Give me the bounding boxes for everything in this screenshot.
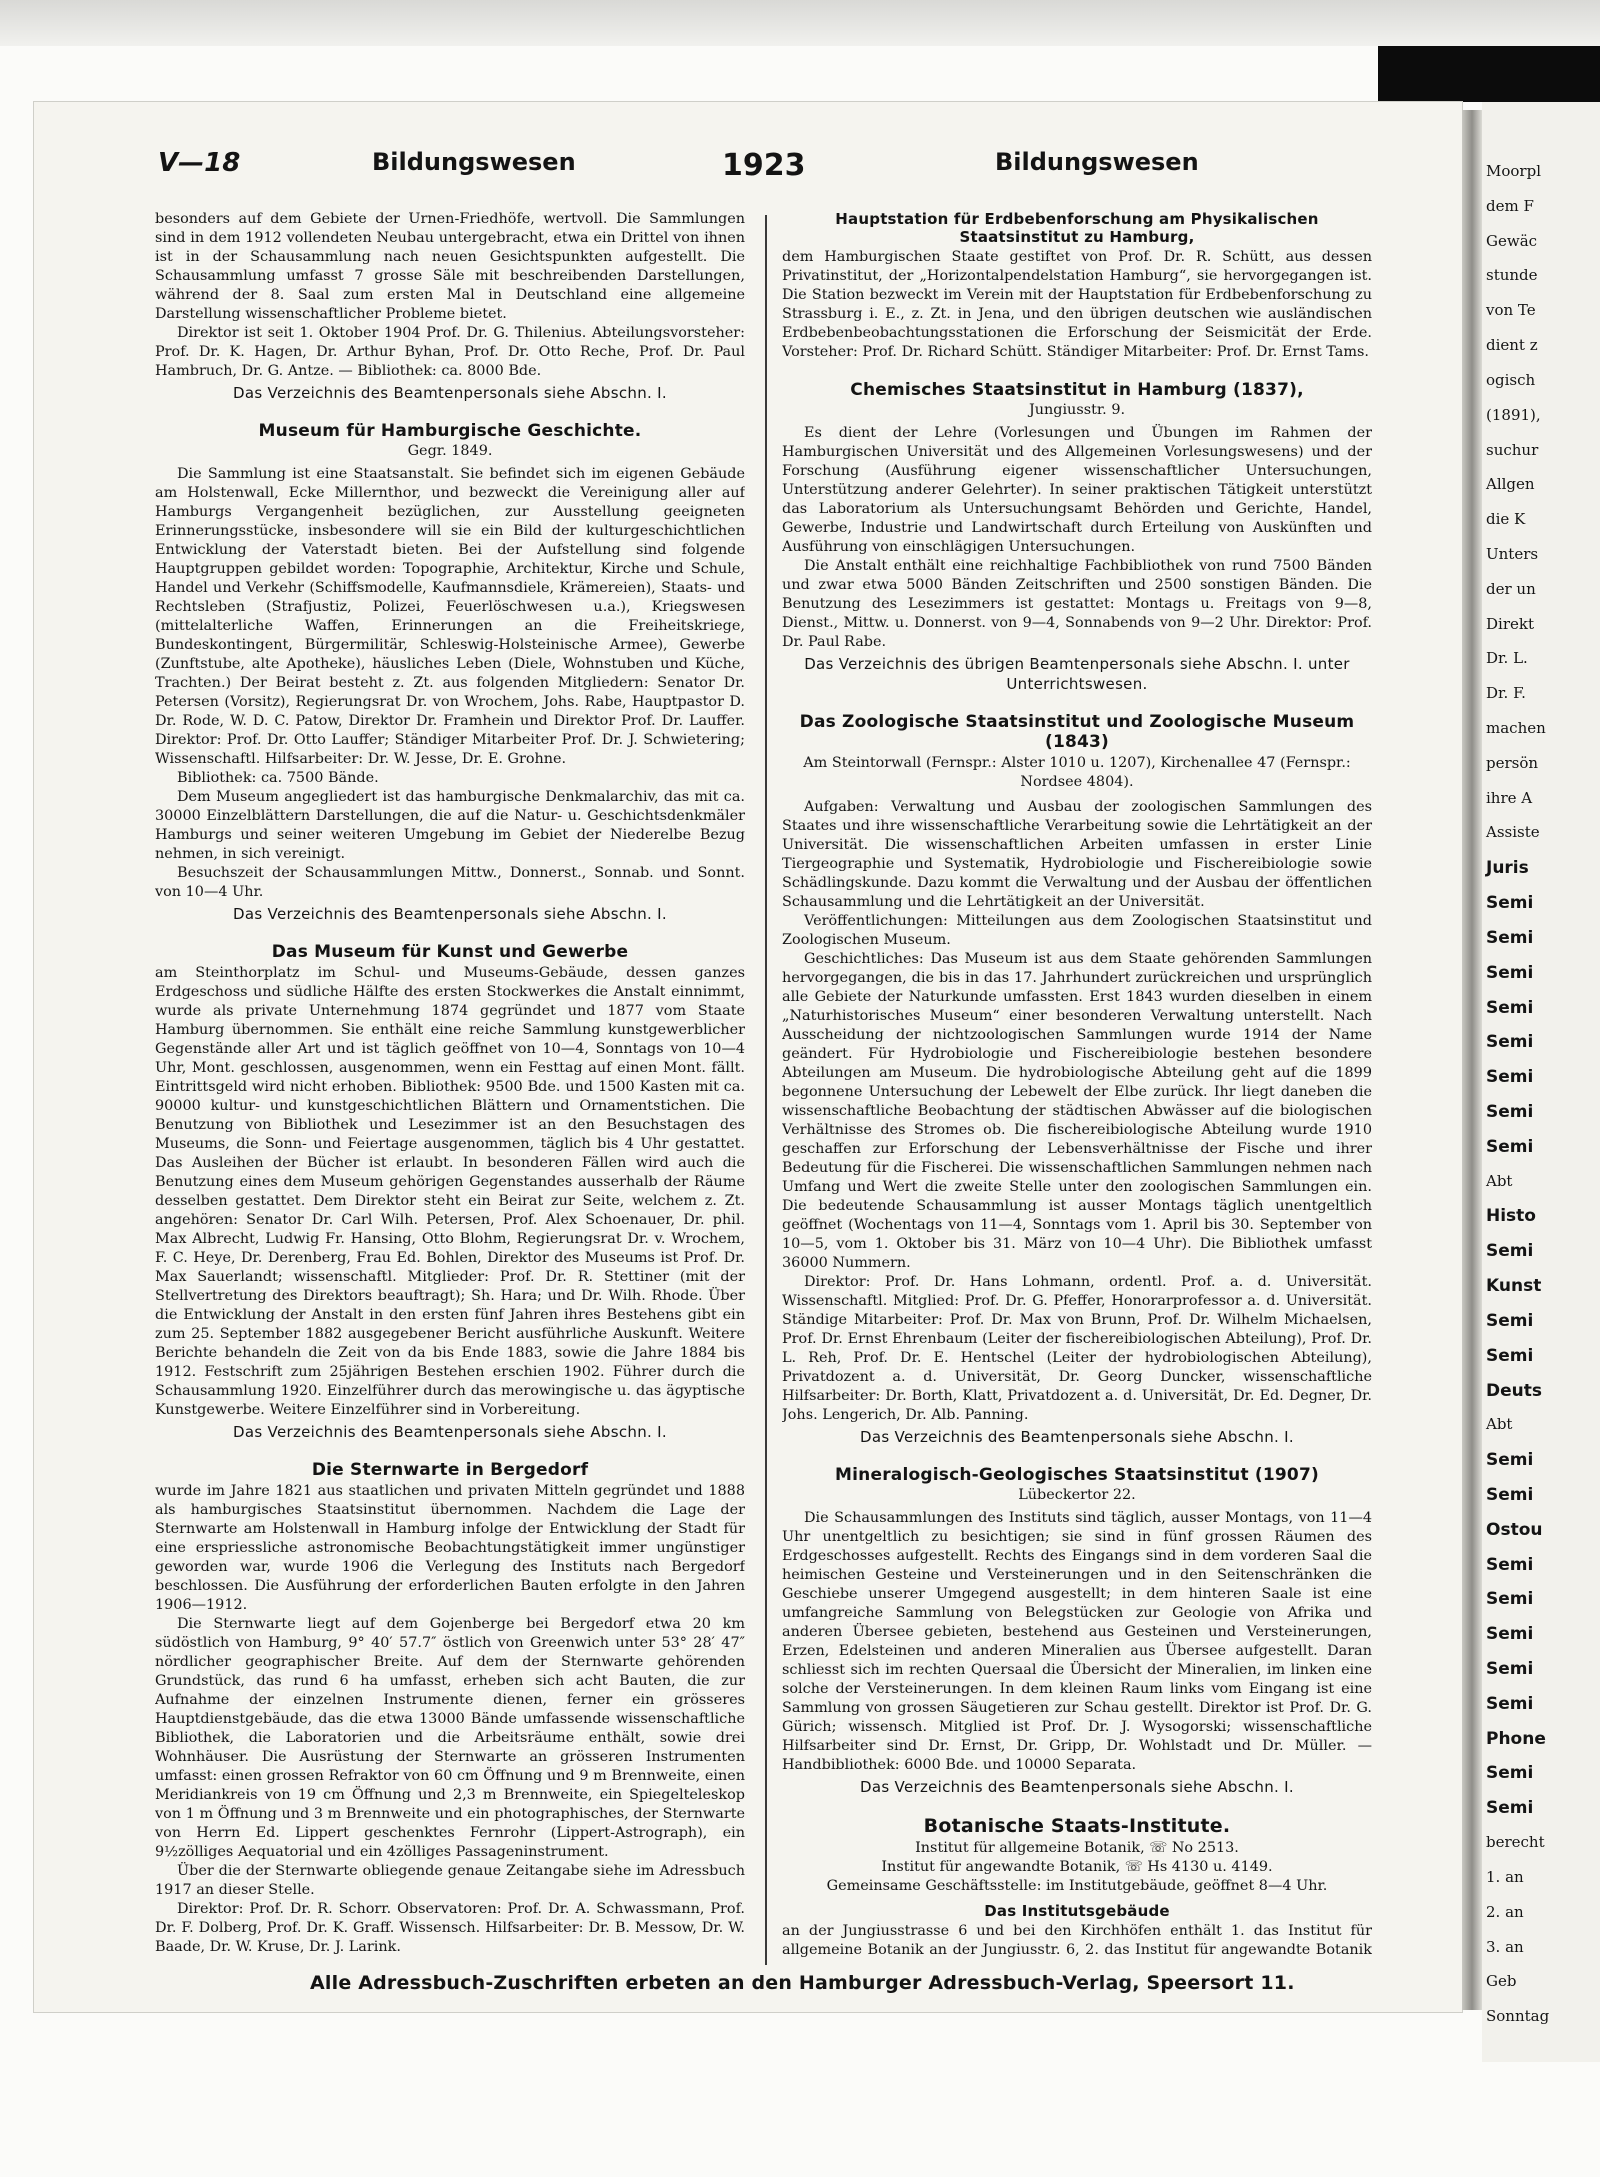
museum-kunst-ref: Das Verzeichnis des Beamtenpersonals siehe Abschn. I.	[233, 1423, 667, 1441]
erdbeben-title: Hauptstation für Erdbebenforschung am Physikalischen Staatsinstitut zu Hamburg,	[835, 210, 1319, 246]
botanik-title: Botanische Staats-Institute.	[923, 1815, 1231, 1837]
chemie-address: Jungiusstr. 9.	[1028, 402, 1126, 418]
botanik-line1: Institut für allgemeine Botanik, ☏ No 2513.	[915, 1840, 1239, 1856]
museum-geschichte-title: Museum für Hamburgische Geschichte.	[258, 421, 642, 441]
next-page-line: 3. an	[1486, 1937, 1524, 1956]
next-page-line: machen	[1486, 719, 1546, 738]
next-page-line: Gewäc	[1486, 231, 1538, 250]
sternwarte-title: Die Sternwarte in Bergedorf	[311, 1460, 589, 1480]
sternwarte-text1: wurde im Jahre 1821 aus staatlichen und privaten Mitteln gegründet und 1888 als hamburgisches Staatsinstitut übernommen. Nachdem die Lage der Sternwarte am Holstenwall in Hamburg infolge der Entwicklung der Stadt für eine erspriessliche astronomische Beobachtungstätigkeit immer ungünstiger geworden war, wurde 1906 die Verlegung des Instituts nach Bergedorf beschlossen. Die Ausführung der erforderlichen Bauten erfolgte in den Jahren 1906—1912.	[155, 1483, 745, 1613]
sternwarte-director: Direktor: Prof. Dr. R. Schorr. Observatoren: Prof. Dr. A. Schwassmann, Prof. Dr. F. Dolberg, Prof. Dr. K. Graff. Wissensch. Hilfsarbeiter: Dr. B. Messow, Dr. W. Baade, Dr. W. Kruse, Dr. J. Larink.	[155, 1901, 745, 1955]
left-column	[155, 210, 745, 1960]
next-page-line: (1891),	[1486, 405, 1541, 424]
botanik-gebaeude-text: an der Jungiusstrasse 6 und bei den Kirchhöfen enthält 1. das Institut für allgemeine Botanik an der Jungiusstr. 6, 2. das Institut für angewandte Botanik	[782, 1923, 1372, 1958]
zoologie-staff: Direktor: Prof. Dr. Hans Lohmann, ordentl. Prof. a. d. Universität. Wissenschaftl. Mitglied: Prof. Dr. G. Pfeffer, Honorarprofessor a. d. Universität. Ständige Mitarbeiter: Prof. Dr. Max von Brunn, Prof. Dr. Wilhelm Michaelsen, Prof. Dr. Ernst Ehrenbaum (Leiter der fischereibiologischen Abteilung), Prof. Dr. L. Reh, Prof. Dr. E. Hentschel (Leiter der hydrobiologischen Abteilung), Privatdozent a. d. Universität, Dr. Georg Duncker, wissenschaftliche Hilfsarbeiter: Dr. Borth, Klatt, Privatdozent a. d. Universität, Dr. Ed. Degner, Dr. Johs. Lengerich, Dr. Alb. Panning.	[782, 1274, 1372, 1423]
next-page-line: Abt	[1486, 1415, 1513, 1434]
next-page-line: Dr. F.	[1486, 684, 1526, 703]
next-page-line: Assiste	[1486, 823, 1540, 842]
next-page-line: Semi	[1486, 962, 1534, 983]
next-page-line: Semi	[1486, 1763, 1534, 1784]
next-page-line: Semi	[1486, 893, 1534, 914]
museum-geschichte-founded: Gegr. 1849.	[407, 443, 493, 459]
sternwarte-text2: Die Sternwarte liegt auf dem Gojenberge bei Bergedorf etwa 20 km südöstlich von Hamburg, 9° 40′ 57.7″ östlich von Greenwich unter 53° 28′ 47″ nördlicher geographischer Breite. Auf dem der Sternwarte gehörenden Grundstück, das rund 6 ha umfasst, erheben sich acht Bauten, die zur Aufnahme der einzelnen Instrumente dienen, ferner ein grösseres Hauptdienstgebäude, das die etwa 13000 Bände umfassende wissenschaftliche Bibliothek, die Laboratorien und die Arbeitsräume enthält, sowie drei Wohnhäuser. Die Ausrüstung der Sternwarte an grösseren Instrumenten umfasst: einen grossen Refraktor von 60 cm Öffnung und 9 m Brennweite, einen Meridiankreis von 19 cm Öffnung und 2,3 m Brennweite, ein Spiegelteleskop von 1 m Öffnung und 3 m Brennweite und ein photographisches, der Sternwarte von Herrn Ed. Lippert geschenktes Fernrohr (Lippert-Astrograph), ein 9½zölliges Aequatorial und ein 4zölliges Passageninstrument.	[155, 1616, 745, 1860]
mineralogie-address: Lübeckertor 22.	[1018, 1487, 1136, 1503]
intro-text: besonders auf dem Gebiete der Urnen-Friedhöfe, wertvoll. Die Sammlungen sind in dem 1912 vollendeten Neubau untergebracht, etwa ein Drittel von ihnen ist in der Schausammlung nach neuen Gesichtspunkten aufgestellt. Die Schausammlung umfasst 7 grosse Säle mit beschreibenden Darstellungen, während der 8. Saal zum ersten Mal in Deutschland eine allgemeine Darstellung wissenschaftlicher Probleme bietet.	[155, 211, 745, 322]
next-page-line: Direkt	[1486, 614, 1534, 633]
right-column	[782, 210, 1372, 1960]
next-page-line: ogisch	[1486, 370, 1536, 389]
botanik-line3: Gemeinsame Geschäftsstelle: im Institutgebäude, geöffnet 8—4 Uhr.	[826, 1878, 1328, 1894]
zoologie-ref: Das Verzeichnis des Beamtenpersonals siehe Abschn. I.	[860, 1428, 1294, 1446]
erdbeben-text: dem Hamburgischen Staate gestiftet von Prof. Dr. R. Schütt, aus dessen Privatinstitut, der „Horizontalpendelstation Hamburg“, sie hervorgegangen ist. Die Station bezweckt im Verein mit der Hauptstation für Erdbebenforschung zu Strassburg i. E., z. Zt. in Jena, und den übrigen deutschen wie ausländischen Erdbebenbeobachtungsstationen die Erforschung der Seismicität der Erde. Vorsteher: Prof. Dr. Richard Schütt. Ständiger Mitarbeiter: Prof. Dr. Ernst Tams.	[782, 249, 1372, 360]
next-page-line: Semi	[1486, 1067, 1534, 1088]
scan-dark-corner	[1378, 46, 1600, 102]
zoologie-geschichte: Geschichtliches: Das Museum ist aus dem Staate gehörenden Sammlungen hervorgegangen, die bis in das 17. Jahrhundert zurückreichen und ursprünglich alle Gebiete der Naturkunde umfassten. Erst 1843 wurden dieselben in einem „Naturhistorisches Museum“ einer besonderen Verwaltung unterstellt. Nach Ausscheidung der nichtzoologischen Sammlungen wurde 1914 der Name geändert. Für Hydrobiologie und Fischereibiologie bestehen besondere Abteilungen am Museum. Die hydrobiologische Abteilung geht auf die 1899 begonnene Untersuchung der Lebewelt der Elbe zurück. Ihr liegt daneben die wissenschaftliche Beobachtung der städtischen Abwässer auf die biologischen Verhältnisse des Stromes ob. Die fischereibiologische Abteilung wurde 1910 geschaffen zur Erforschung der Lebensverhältnisse der Fische und ihrer Bedeutung für die Fischerei. Die wissenschaftlichen Sammlungen nehmen nach Umfang und Wert die zweite Stelle unter den zoologischen Sammlungen ein. Die bedeutende Schausammlung ist ausser Montags täglich unentgeltlich geöffnet (Wochentags von 11—4, Sonntags vom 1. April bis 30. September von 10—5, vom 1. Oktober bis 31. März von 10—4 Uhr). Die Bibliothek umfasst 36000 Nummern.	[782, 951, 1372, 1271]
museum-geschichte-ref: Das Verzeichnis des Beamtenpersonals siehe Abschn. I.	[233, 905, 667, 923]
next-page-line: Ostou	[1486, 1519, 1543, 1540]
page-year: 1923	[722, 148, 806, 183]
chemie-text: Es dient der Lehre (Vorlesungen und Übungen im Rahmen der Hamburgischen Universität und des Allgemeinen Vorlesungswesens) und der Forschung (Ausführung eigener wissenschaftlicher Untersuchungen, Unterstützung anderer Gelehrter). In seiner praktischen Tätigkeit unterstützt das Laboratorium als Untersuchungsamt Behörden und Gerichte, Handel, Gewerbe, Industrie und Landwirtschaft durch Erteilung von Auskünften und Ausführung von einschlägigen Untersuchungen.	[782, 425, 1372, 555]
next-page-line: die K	[1486, 510, 1526, 529]
next-page-line: Semi	[1486, 1554, 1534, 1575]
mineralogie-ref: Das Verzeichnis des Beamtenpersonals siehe Abschn. I.	[860, 1778, 1294, 1796]
next-page-line: Sonntag	[1486, 2007, 1550, 2026]
chemie-ref: Das Verzeichnis des übrigen Beamtenpersonals siehe Abschn. I. unter Unterrichtswesen.	[804, 655, 1350, 693]
next-page-line: Unters	[1486, 544, 1539, 563]
zoologie-address: Am Steintorwall (Fernspr.: Alster 1010 u. 1207), Kirchenallee 47 (Fernspr.: Nordsee 4804).	[803, 755, 1351, 790]
next-page-line: Phone	[1486, 1728, 1546, 1749]
next-page-line: Semi	[1486, 1032, 1534, 1053]
next-page-line: stunde	[1486, 266, 1538, 285]
next-page-line: Semi	[1486, 1310, 1534, 1331]
intro-director: Direktor ist seit 1. Oktober 1904 Prof. Dr. G. Thilenius. Abteilungsvorsteher: Prof. Dr. K. Hagen, Dr. Arthur Byhan, Prof. Dr. Otto Reche, Prof. Dr. Paul Hambruch, Dr. G. Antze. — Bibliothek: ca. 8000 Bde.	[155, 325, 745, 379]
chemie-title: Chemisches Staatsinstitut in Hamburg (1837),	[850, 380, 1304, 400]
zoologie-veroeffentlichungen: Veröffentlichungen: Mitteilungen aus dem Zoologischen Staatsinstitut und Zoologischen Museum.	[782, 913, 1372, 948]
next-page-line: 1. an	[1486, 1867, 1524, 1886]
page-footer: Alle Adressbuch-Zuschriften erbeten an den Hamburger Adressbuch-Verlag, Speersort 11.	[310, 1972, 1295, 1994]
next-page-line: Abt	[1486, 1171, 1513, 1190]
page-number: V—18	[158, 148, 241, 178]
running-title-left: Bildungswesen	[372, 148, 576, 176]
sternwarte-ref	[155, 1959, 745, 1960]
next-page-line: Moorpl	[1486, 162, 1541, 180]
next-page-line: Semi	[1486, 1659, 1534, 1680]
next-page-line: Semi	[1486, 1589, 1534, 1610]
next-page-line: Allgen	[1486, 475, 1535, 494]
next-page-line: ihre A	[1486, 788, 1533, 807]
next-page-line: Semi	[1486, 1136, 1534, 1157]
next-page-line: Semi	[1486, 1102, 1534, 1122]
museum-geschichte-library: Bibliothek: ca. 7500 Bände.	[177, 770, 379, 786]
next-page-line: Semi	[1486, 1484, 1534, 1505]
zoologie-title: Das Zoologische Staatsinstitut und Zoologische Museum (1843)	[799, 712, 1355, 752]
sternwarte-text3: Über die der Sternwarte obliegende genaue Zeitangabe siehe im Adressbuch 1917 an dieser Stelle.	[155, 1863, 745, 1898]
botanik-line2: Institut für angewandte Botanik, ☏ Hs 4130 u. 4149.	[881, 1859, 1273, 1875]
next-page-line: 2. an	[1486, 1902, 1524, 1921]
next-page-line: Kunst	[1486, 1276, 1542, 1297]
page-gutter	[1462, 110, 1482, 2010]
next-page-line: Semi	[1486, 997, 1534, 1018]
museum-kunst-title: Das Museum für Kunst und Gewerbe	[271, 942, 629, 962]
next-page-fragment	[1482, 102, 1600, 2062]
next-page-line: Semi	[1486, 1798, 1534, 1819]
next-page-line: der un	[1486, 579, 1536, 598]
mineralogie-title: Mineralogisch-Geologisches Staatsinstitut (1907)	[835, 1465, 1319, 1485]
next-page-line: Semi	[1486, 1693, 1534, 1714]
next-page-line: Semi	[1486, 1345, 1534, 1366]
next-page-line: Histo	[1486, 1206, 1536, 1227]
next-page-line: Dr. L.	[1486, 649, 1528, 668]
next-page-line: persön	[1486, 753, 1539, 772]
next-page-line: suchur	[1486, 440, 1539, 459]
next-page-line: Deuts	[1486, 1380, 1542, 1401]
museum-geschichte-text: Die Sammlung ist eine Staatsanstalt. Sie befindet sich im eigenen Gebäude am Holstenwall, Ecke Millernthor, und bezweckt die Vereinigung aller auf Hamburgs Vergangenheit bezüglichen, zur Ausstellung geeigneten Erinnerungsstücke, insbesondere will sie ein Bild der kulturgeschichtlichen Entwicklung der Vaterstadt bieten. Bei der Aufstellung sind folgende Hauptgruppen gebildet worden: Topographie, Architektur, Kirche und Schule, Handel und Verkehr (Schiffsmodelle, Kaufmannsdiele, Krämereien), Staats- und Rechtsleben (Strafjustiz, Polizei, Feuerlöschwesen u.a.), Kriegswesen (mittelalterliche Waffen, Erinnerungen an die Freiheitskriege, Bundeskontingent, Bürgermilitär, Schleswig-Holsteinische Armee), Gewerbe (Zunftstube, alte Apotheke), häusliches Leben (Diele, Wohnstuben und Küche, Trachten.) Der Beirat besteht z. Zt. aus folgenden Mitgliedern: Senator Dr. Petersen (Vorsitz), Regierungsrat Dr. von Wrochem, Johs. Rabe, Hauptpastor D. Dr. Rode, W. D. C. Patow, Direktor Dr. Framhein und Direktor Prof. Dr. Lauffer. Direktor: Prof. Dr. Otto Lauffer; Ständiger Mitarbeiter Prof. Dr. J. Schwietering; Wissenschaftl. Hilfsarbeiter: Dr. W. Jesse, Dr. E. Grohne.	[155, 466, 745, 767]
scan-top-edge	[0, 0, 1600, 46]
next-page-line: dem F	[1486, 196, 1534, 215]
intro-ref: Das Verzeichnis des Beamtenpersonals siehe Abschn. I.	[233, 384, 667, 402]
museum-geschichte-hours: Besuchszeit der Schausammlungen Mittw., Donnerst., Sonnab. und Sonnt. von 10—4 Uhr.	[155, 865, 745, 900]
column-divider	[765, 215, 767, 1965]
museum-kunst-text: am Steinthorplatz im Schul- und Museums-Gebäude, dessen ganzes Erdgeschoss und südliche Hälfte des ersten Stockwerkes die Anstalt einnimmt, wurde als private Unternehmung 1874 gegründet und 1877 vom Staate Hamburg übernommen. Sie enthält eine reiche Sammlung kunstgewerblicher Gegenstände aller Art und ist täglich geöffnet von 10—4, Sonntags von 10—4 Uhr, Mont. geschlossen, ausgenommen, wenn ein Festtag auf einen Mont. fällt. Eintrittsgeld wird nicht erhoben. Bibliothek: 9500 Bde. und 1500 Kasten mit ca. 90000 kultur- und kunstgeschichtlichen Blättern und Ornamentstichen. Die Benutzung von Bibliothek und Lesezimmer ist an den Besuchstagen des Museums, die Sonn- und Feiertage ausgenommen, täglich bis 4 Uhr gestattet. Das Ausleihen der Bücher ist erlaubt. In besonderen Fällen wird auch die Benutzung eines dem Museum gehörigen Gegenstandes ausserhalb der Räume desselben gestattet. Dem Direktor steht ein Beirat zur Seite, welchem z. Zt. angehören: Senator Dr. Carl Wilh. Petersen, Prof. Alex Schoenauer, Dr. phil. Max Albrecht, Ludwig Fr. Hansing, Otto Blohm, Regierungsrat Dr. v. Wrochem, F. C. Heye, Dr. Derenberg, Frau Ed. Bohlen, Direktor des Museums ist Prof. Dr. Max Sauerlandt; wissenschaftl. Mitglieder: Prof. Dr. R. Stettiner (mit der Stellvertretung des Direktors beauftragt); Sh. Hara; und Dr. Wilh. Rhode. Über die Entwicklung der Anstalt in den ersten fünf Jahren ihres Bestehens gibt ein zum 25. September 1882 ausgegebener Bericht ausführliche Auskunft. Weitere Berichte behandeln die Zeit von da bis Ende 1883, sowie die Jahre 1884 bis 1912. Festschrift zum 25jährigen Bestehen erschien 1902. Führer durch die Schausammlung 1920. Einzelführer durch das merowingische u. das ägyptische Kunstgewerbe. Weitere Einzelführer sind in Vorbereitung.	[155, 965, 745, 1418]
mineralogie-text: Die Schausammlungen des Instituts sind täglich, ausser Montags, von 11—4 Uhr unentgeltlich zu besichtigen; sie sind in fünf grossen Räumen des Erdgeschosses aufgestellt. Rechts des Eingangs sind in dem vorderen Saal die heimischen Gesteine und Versteinerungen und in den Seitenschränken die Geschiebe unserer Umgegend ausgestellt; in dem hinteren Saale ist eine umfangreiche Sammlung von Belegstücken zur Geologie von Afrika und anderen Übersee gebieten, bestehend aus Gesteinen und Versteinerungen, Erzen, Edelsteinen und anderen Mineralien aus Übersee aufgestellt. Daran schliesst sich im rechten Quersaal die Übersicht der Mineralien, im linken eine solche der Versteinerungen. In dem kleinen Raum links vom Eingang ist eine Sammlung von grossen Säugetieren zur Schau gestellt. Direktor ist Prof. Dr. G. Gürich; wissensch. Mitglied ist Prof. Dr. J. Wysogorski; wissenschaftliche Hilfsarbeiter sind Dr. Ernst, Dr. Gripp, Dr. Wohlstadt und Dr. Müller. — Handbibliothek: 6000 Bde. und 10000 Separata.	[782, 1510, 1372, 1773]
next-page-line: von Te	[1486, 301, 1536, 320]
next-page-line: dient z	[1486, 336, 1538, 355]
running-title-right: Bildungswesen	[995, 148, 1199, 176]
zoologie-aufgaben: Aufgaben: Verwaltung und Ausbau der zoologischen Sammlungen des Staates und ihre wissenschaftliche Verarbeitung sowie die Lehrtätigkeit an der Universität. Die wissenschaftlichen Arbeiten umfassen in erster Linie Tiergeographie und Systematik, Hydrobiologie und Fischereibiologie sowie Schädlingskunde. Dazu kommt die Verwaltung und der Ausbau der öffentlichen Schausammlung und die Lehrtätigkeit an der Universität.	[782, 799, 1372, 910]
next-page-line: berecht	[1486, 1833, 1545, 1852]
next-page-line: Semi	[1486, 927, 1534, 948]
next-page-line: Juris	[1486, 858, 1529, 879]
botanik-gebaeude-title: Das Institutsgebäude	[984, 1902, 1170, 1920]
chemie-library: Die Anstalt enthält eine reichhaltige Fachbibliothek von rund 7500 Bänden und zwar etwa 5000 Bänden Zeitschriften und 2500 sonstigen Bänden. Die Benutzung des Lesezimmers ist gestattet: Montags u. Freitags von 9—8, Dienst., Mittw. u. Donnerst. von 9—4, Sonnabends von 9—2 Uhr. Direktor: Prof. Dr. Paul Rabe.	[782, 558, 1372, 650]
next-page-line: Geb	[1486, 1972, 1517, 1991]
next-page-line: Semi	[1486, 1450, 1534, 1471]
museum-geschichte-archive: Dem Museum angegliedert ist das hamburgische Denkmalarchiv, das mit ca. 30000 Einzelblättern Darstellungen, die auf die Natur- u. Geschichtsdenkmäler Hamburgs und seiner weiteren Umgebung im Gebiet der Niederelbe Bezug nehmen, in sich vereinigt.	[155, 789, 745, 862]
next-page-line: Semi	[1486, 1624, 1534, 1645]
next-page-line: Semi	[1486, 1241, 1534, 1262]
